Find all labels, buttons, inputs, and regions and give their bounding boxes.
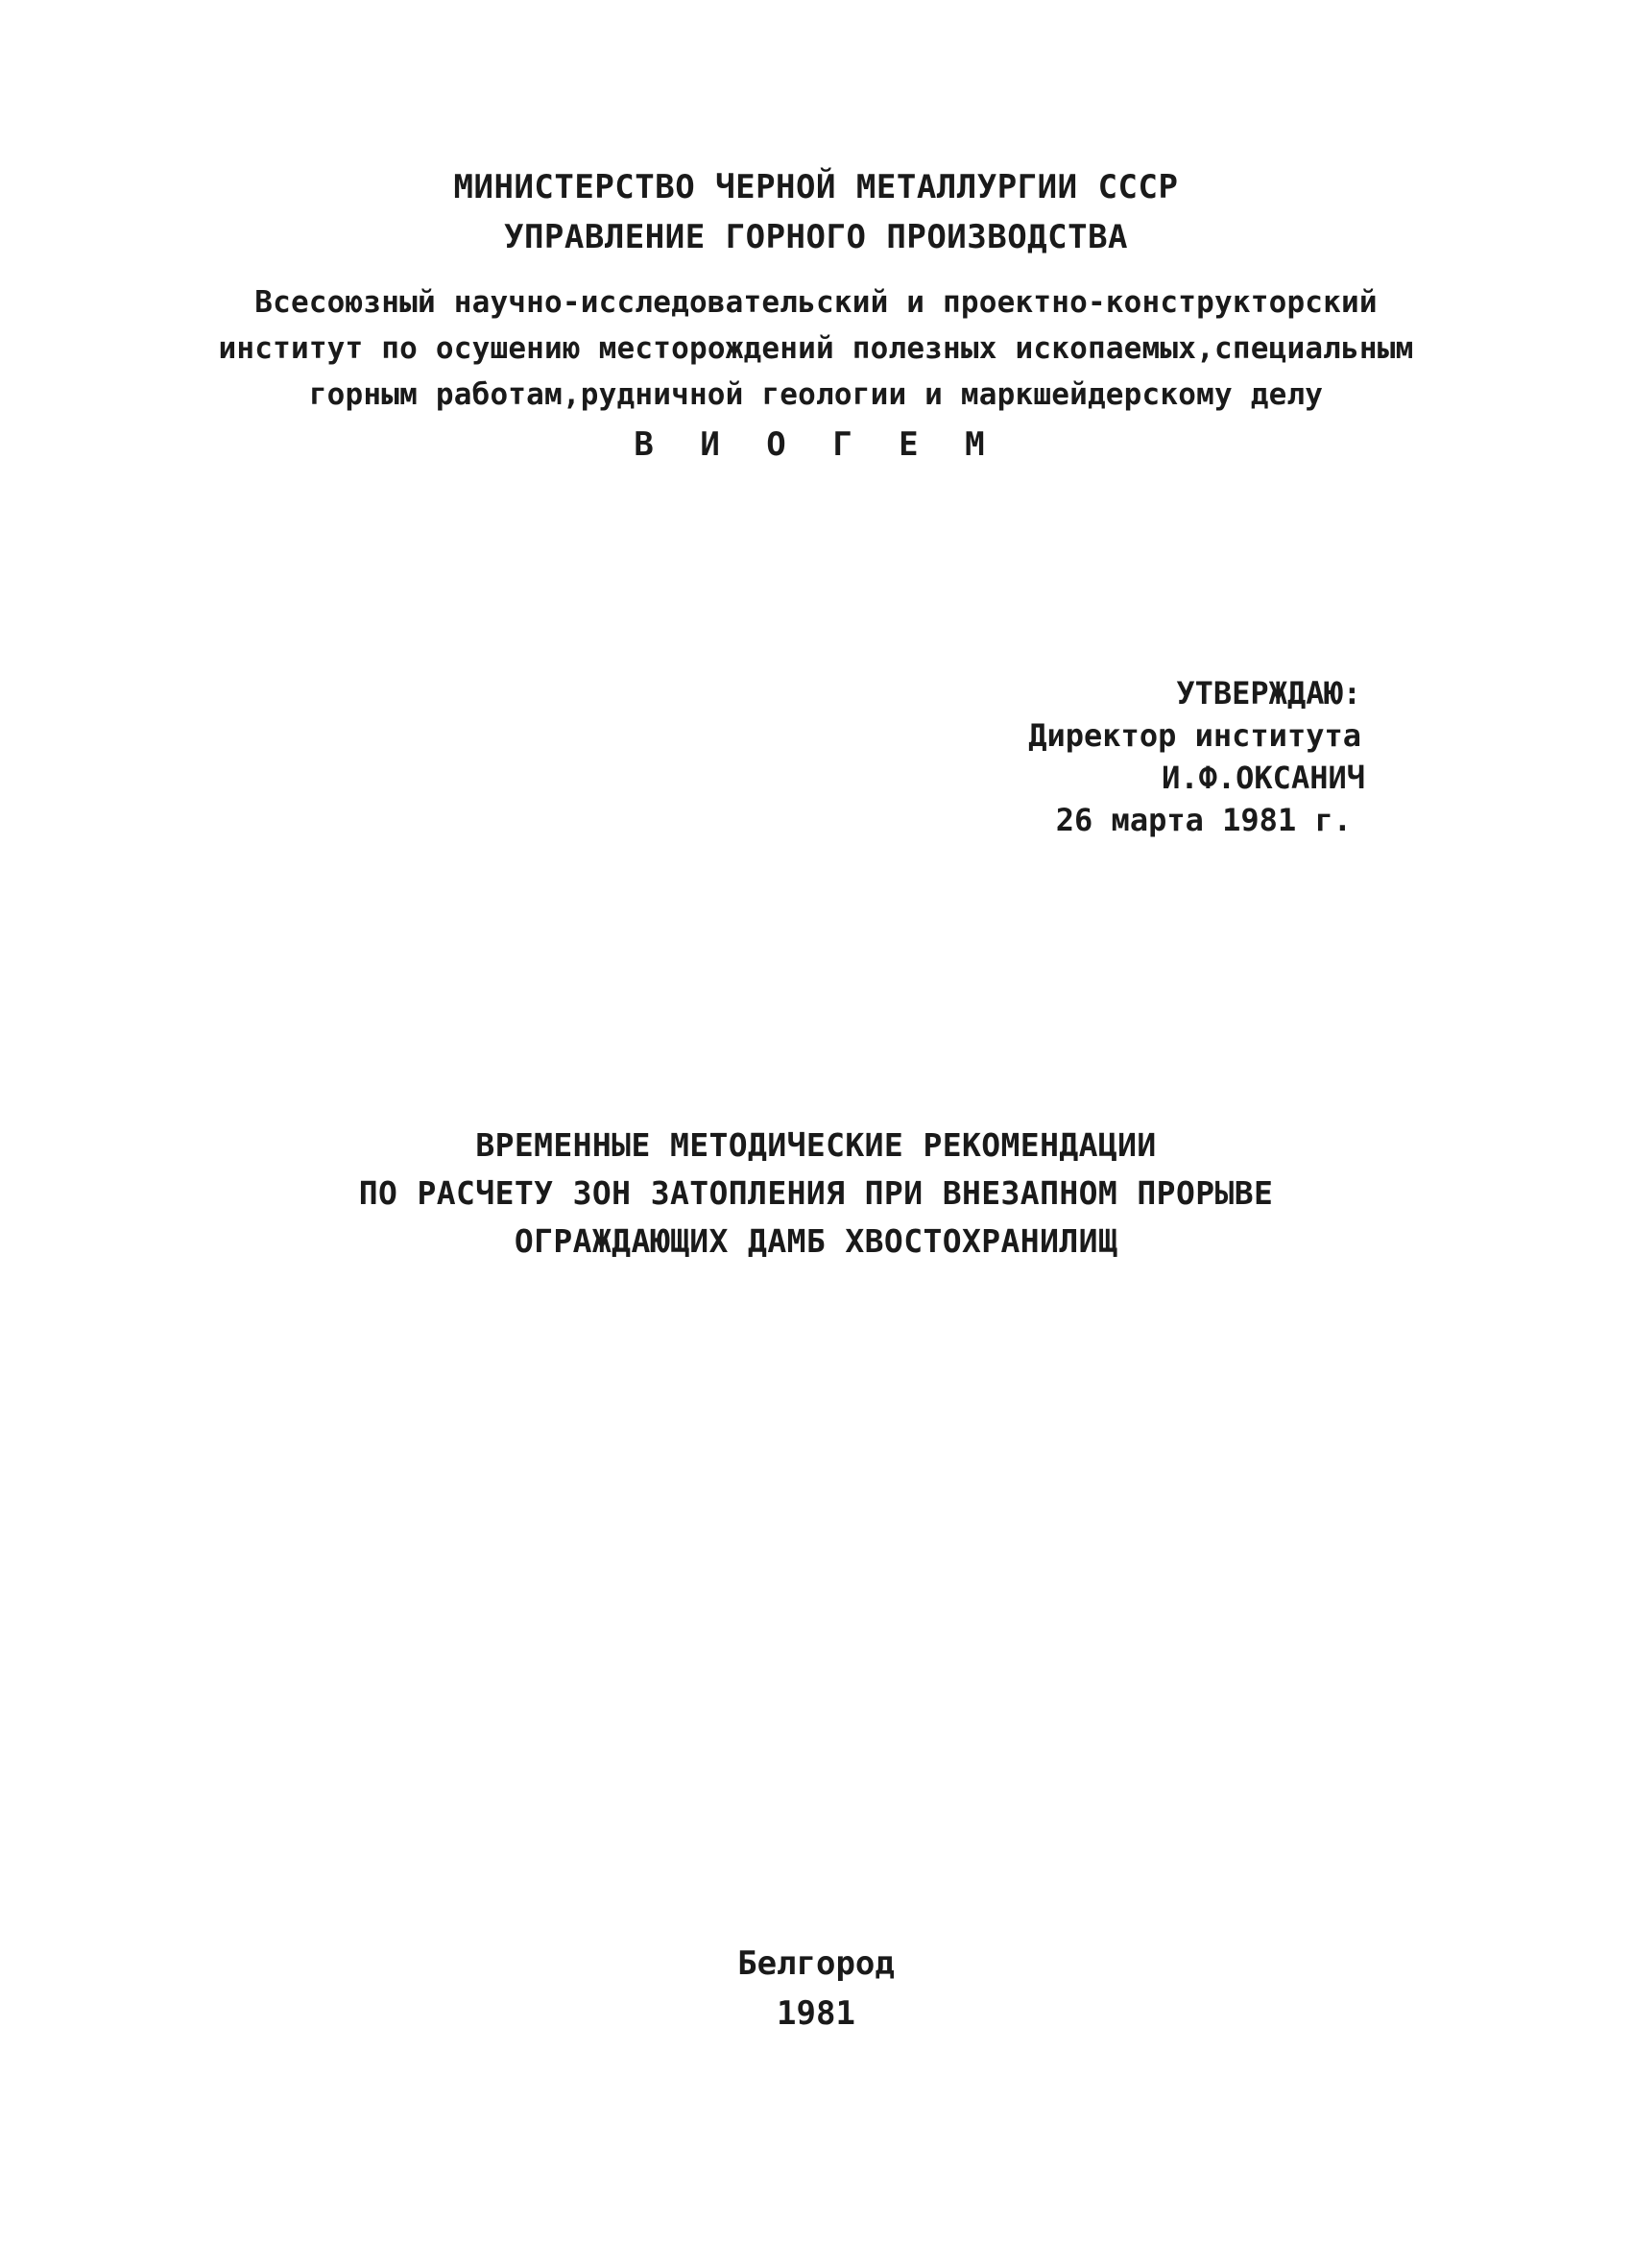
ministry-name: МИНИСТЕРСТВО ЧЕРНОЙ МЕТАЛЛУРГИИ СССР [453,168,1179,206]
institute-line-1: Всесоюзный научно-исследовательский и проектно-конструкторский [254,285,1378,320]
institute-line-2: институт по осушению месторождений полезных ископаемых,специальным [218,331,1414,366]
approval-title: УТВЕРЖДАЮ: [1176,675,1361,712]
document-title-line-3: ОГРАЖДАЮЩИХ ДАМБ ХВОСТОХРАНИЛИЩ [514,1222,1118,1260]
approval-role: Директор института [1028,717,1361,754]
document-title-line-2: ПО РАСЧЕТУ ЗОН ЗАТОПЛЕНИЯ ПРИ ВНЕЗАПНОМ ПРОРЫВЕ [358,1174,1274,1212]
institute-line-3: горным работам,рудничной геологии и маркшейдерскому делу [308,377,1324,412]
approval-name: И.Ф.ОКСАНИЧ [1162,760,1365,796]
approval-date: 26 марта 1981 г. [1055,802,1352,838]
document-title-line-1: ВРЕМЕННЫЕ МЕТОДИЧЕСКИЕ РЕКОМЕНДАЦИИ [475,1126,1157,1164]
footer-year: 1981 [777,1994,855,2033]
approval-block [1028,672,1365,841]
institute-abbreviation: В И О Г Е М [634,425,998,464]
department-name: УПРАВЛЕНИЕ ГОРНОГО ПРОИЗВОДСТВА [503,218,1129,256]
footer-city: Белгород [737,1944,895,1983]
